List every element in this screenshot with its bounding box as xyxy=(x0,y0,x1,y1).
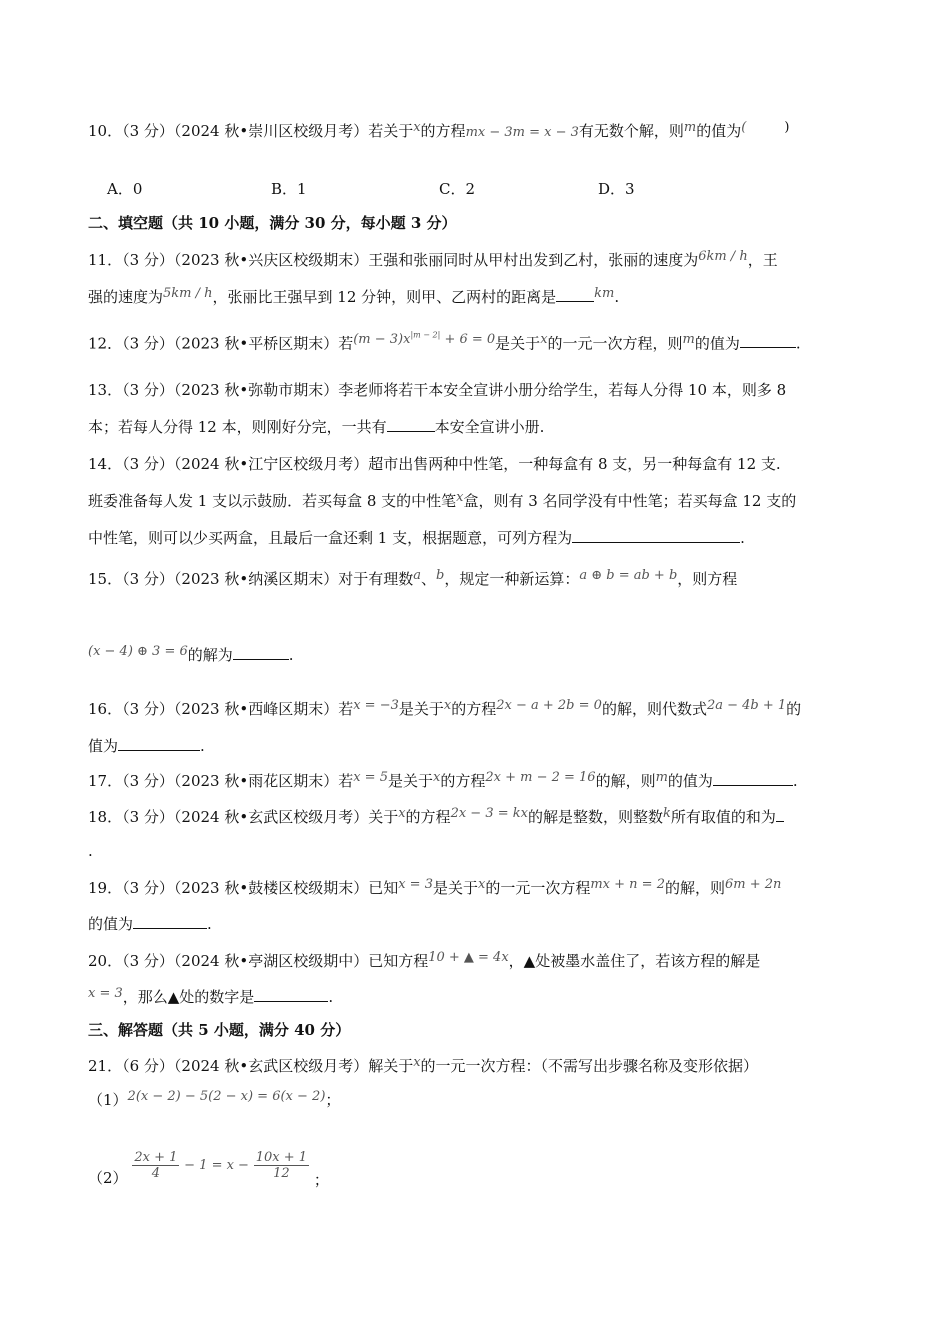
section-3-heading: 三、解答题（共 5 小题，满分 40 分） xyxy=(88,1021,351,1039)
q12-exponent: |m − 2| xyxy=(410,331,441,340)
question-17 xyxy=(88,770,862,794)
q18-answer-blank[interactable] xyxy=(776,807,784,822)
question-19-line-2 xyxy=(88,913,862,935)
q10-text-2: 的方程 xyxy=(420,122,466,140)
q19-text: 19．（3 分）（2023 秋•鼓楼区校级期末）已知 xyxy=(88,879,399,897)
q11-text-4: ，张丽比王强早到 12 分钟，则甲、乙两村的距离是 xyxy=(212,288,557,306)
q19-text-5: 的值为 xyxy=(88,915,134,933)
q16-expression: 2a − 4b + 1 xyxy=(706,698,787,713)
q14-text: 班委准备每人发 1 支以示鼓励．若买每盒 8 支的中性笔 xyxy=(88,492,457,510)
q11-text-3: 强的速度为 xyxy=(88,288,164,306)
q10-var-m: m xyxy=(683,120,697,135)
q21-part-2-middle: − 1 = x − xyxy=(184,1158,249,1173)
q21-part-1 xyxy=(88,1089,862,1113)
question-20-line-2 xyxy=(88,986,862,1010)
q10-option-d[interactable]: D．3 xyxy=(598,180,635,198)
q10-option-a[interactable]: A．0 xyxy=(107,180,143,198)
q18-text-4: 所有取值的和为 xyxy=(670,808,776,826)
q12-text: 12．（3 分）（2023 秋•平桥区期末）若 xyxy=(88,334,354,353)
q14-answer-blank[interactable] xyxy=(572,528,740,543)
q11-text: 11．（3 分）（2023 秋•兴庆区校级期末）王强和张丽同时从甲村出发到乙村，张丽的速度为 xyxy=(88,251,699,269)
q10-text: 10．（3 分）（2024 秋•崇川区校级月考）若关于 xyxy=(88,122,414,140)
q21-var-x: x xyxy=(413,1055,421,1070)
q16-text-3: 的方程 xyxy=(451,700,497,718)
q17-var-x: x xyxy=(432,770,441,785)
q16-end: . xyxy=(200,737,205,755)
question-14-line-1: 14．（3 分）（2024 秋•江宁区校级月考）超市出售两种中性笔，一种每盒有 8 支，另一种每盒有 12 支. xyxy=(88,455,781,473)
section-2-heading: 二、填空题（共 10 小题，满分 30 分，每小题 3 分） xyxy=(88,214,457,232)
question-18-line-2 xyxy=(88,840,862,862)
q15-operation: a ⊕ b = ab + b xyxy=(579,568,678,583)
q12-answer-blank[interactable] xyxy=(740,333,796,348)
q18-var-x: x xyxy=(398,806,406,821)
question-14-line-2 xyxy=(88,490,862,514)
q13-text: 本；若每人分得 12 本，则刚好分完，一共有 xyxy=(88,418,387,436)
q17-equation: 2x + m − 2 = 16 xyxy=(485,770,596,785)
q16-equation: 2x − a + 2b = 0 xyxy=(496,698,602,713)
q21-text: 21．（6 分）（2024 秋•玄武区校级月考）解关于 xyxy=(88,1057,414,1075)
q17-var-m: m xyxy=(655,770,668,785)
q17-end: . xyxy=(792,772,798,790)
q10-text-3: 有无数个解，则 xyxy=(578,122,684,140)
q12-var-m: m xyxy=(682,332,695,348)
q21-part-1-end: ； xyxy=(325,1091,341,1109)
q18-equation: 2x − 3 = kx xyxy=(450,806,528,821)
q13-answer-blank[interactable] xyxy=(387,417,435,432)
q19-expression: 6m + 2n xyxy=(724,877,782,892)
q10-paren-close: ) xyxy=(784,120,790,135)
q16-answer-blank[interactable] xyxy=(118,736,200,751)
q12-text-3: 的一元一次方程，则 xyxy=(547,334,683,353)
q16-text-6: 值为 xyxy=(88,737,119,755)
q15-text-3: ，则方程 xyxy=(677,570,738,588)
question-15-line-2 xyxy=(88,644,862,668)
q17-text-2: 是关于 xyxy=(387,772,433,790)
q15-text-4: 的解为 xyxy=(187,646,233,664)
q15-answer-blank[interactable] xyxy=(233,645,289,660)
question-21 xyxy=(88,1055,862,1079)
q12-eq-part-a: (m − 3)x xyxy=(353,332,411,348)
q16-var-x: x xyxy=(443,698,452,713)
q16-text-4: 的解，则代数式 xyxy=(601,700,707,718)
question-10 xyxy=(88,120,862,144)
q21-fraction-2-numerator: 10x + 1 xyxy=(255,1150,308,1165)
q21-part-1-equation: 2(x − 2) − 5(2 − x) = 6(x − 2) xyxy=(127,1089,326,1104)
q12-text-2: 是关于 xyxy=(495,334,541,353)
q16-text-2: 是关于 xyxy=(398,700,444,718)
q19-text-4: 的解，则 xyxy=(664,879,725,897)
q11-speed-2: 5km / h xyxy=(163,286,213,301)
q20-condition: x = 3 xyxy=(88,986,123,1001)
q19-answer-blank[interactable] xyxy=(133,914,207,929)
q21-fraction-1 xyxy=(132,1150,179,1181)
question-12 xyxy=(88,330,862,356)
q12-var-x: x xyxy=(540,332,548,348)
question-13-line-2 xyxy=(88,416,862,438)
q11-answer-blank[interactable] xyxy=(556,287,594,302)
q18-text-2: 的方程 xyxy=(405,808,451,826)
q15-text-2: ，规定一种新运算： xyxy=(444,570,580,588)
q20-answer-blank[interactable] xyxy=(254,987,328,1002)
q17-text-4: 的解，则 xyxy=(595,772,656,790)
q21-part-1-label: （1） xyxy=(88,1091,128,1109)
q16-text: 16．（3 分）（2023 秋•西峰区期末）若 xyxy=(88,700,354,718)
q10-paren-open: ( xyxy=(741,120,747,135)
q15-text: 15．（3 分）（2023 秋•纳溪区期末）对于有理数 xyxy=(88,570,414,588)
question-19-line-1 xyxy=(88,877,862,901)
q17-text: 17．（3 分）（2023 秋•雨花区期末）若 xyxy=(88,772,354,790)
q11-unit: km xyxy=(594,286,615,301)
q10-equation: mx − 3m = x − 3 xyxy=(465,125,579,140)
q12-text-4: 的值为 xyxy=(694,334,740,353)
question-16-line-1 xyxy=(88,698,862,722)
q14-text-2: 盒，则有 3 名同学没有中性笔；若买每盒 12 支的 xyxy=(463,492,797,510)
q21-fraction-1-numerator: 2x + 1 xyxy=(134,1150,178,1165)
q18-text-3: 的解是整数，则整数 xyxy=(527,808,663,826)
question-11-line-2 xyxy=(88,286,862,310)
q19-text-2: 是关于 xyxy=(432,879,478,897)
q10-var-x: x xyxy=(413,120,421,135)
question-20-line-1 xyxy=(88,950,862,974)
q19-condition: x = 3 xyxy=(398,877,433,892)
q21-fraction-1-denominator: 4 xyxy=(151,1166,160,1181)
q14-var-x: x xyxy=(456,490,464,505)
q12-eq-part-b: + 6 = 0 xyxy=(444,332,496,348)
q15-var-a: a xyxy=(413,568,421,583)
q19-end: . xyxy=(207,915,212,933)
q18-text: 18．（3 分）（2024 秋•玄武区校级月考）关于 xyxy=(88,808,399,826)
q16-condition: x = −3 xyxy=(353,698,399,713)
q16-text-5: 的 xyxy=(786,700,802,718)
q21-fraction-2 xyxy=(254,1150,309,1181)
q15-var-b: b xyxy=(435,568,445,583)
q10-option-c[interactable]: C．2 xyxy=(439,180,476,198)
q11-end: . xyxy=(614,288,620,306)
q11-speed-1: 6km / h xyxy=(698,249,748,264)
q21-part-2-end: ； xyxy=(313,1171,329,1189)
q10-text-4: 的值为 xyxy=(696,122,742,140)
q17-condition: x = 5 xyxy=(353,770,388,785)
q19-var-x: x xyxy=(477,877,486,892)
q11-text-2: ，王 xyxy=(747,251,778,269)
question-14-line-3 xyxy=(88,527,862,549)
q12-equation xyxy=(353,332,495,347)
question-13-line-1: 13．（3 分）（2023 秋•弥勒市期末）李老师将若干本安全宣讲小册分给学生，若每人分得 10 本，则多 8 xyxy=(88,381,787,399)
q18-var-k: k xyxy=(662,806,671,821)
q20-equation: 10 + ▲ = 4x xyxy=(428,950,509,965)
q17-text-5: 的值为 xyxy=(667,772,713,790)
q15-end: . xyxy=(288,646,294,664)
q21-text-2: 的一元一次方程：（不需写出步骤名称及变形依据） xyxy=(420,1057,759,1075)
q17-text-3: 的方程 xyxy=(440,772,486,790)
q14-text-3: 中性笔，则可以少买两盒，且最后一盒还剩 1 支，根据题意，可列方程为 xyxy=(88,529,573,547)
q19-text-3: 的一元一次方程 xyxy=(485,879,591,897)
q20-end: . xyxy=(328,988,334,1006)
q21-part-2-label: （2） xyxy=(88,1169,128,1187)
q15-sep: 、 xyxy=(420,570,436,588)
q20-text-3: ，那么▲处的数字是 xyxy=(122,988,255,1006)
q10-option-b[interactable]: B．1 xyxy=(271,180,307,198)
q15-equation: (x − 4) ⊕ 3 = 6 xyxy=(88,644,188,659)
q21-part-2 xyxy=(88,1150,329,1189)
q20-text-2: ，▲处被墨水盖住了，若该方程的解是 xyxy=(508,952,761,970)
q18-end: . xyxy=(88,842,93,860)
q14-end: . xyxy=(740,529,745,547)
q19-equation: mx + n = 2 xyxy=(590,877,665,892)
question-11-line-1 xyxy=(88,249,862,273)
q12-end: . xyxy=(795,334,801,353)
q13-text-2: 本安全宣讲小册. xyxy=(434,418,545,436)
question-18 xyxy=(88,806,862,830)
question-16-line-2 xyxy=(88,735,862,757)
q20-text: 20．（3 分）（2024 秋•亭湖区校级期中）已知方程 xyxy=(88,952,429,970)
question-15-line-1 xyxy=(88,568,862,592)
q17-answer-blank[interactable] xyxy=(713,771,793,786)
q21-fraction-2-denominator: 12 xyxy=(273,1166,290,1181)
